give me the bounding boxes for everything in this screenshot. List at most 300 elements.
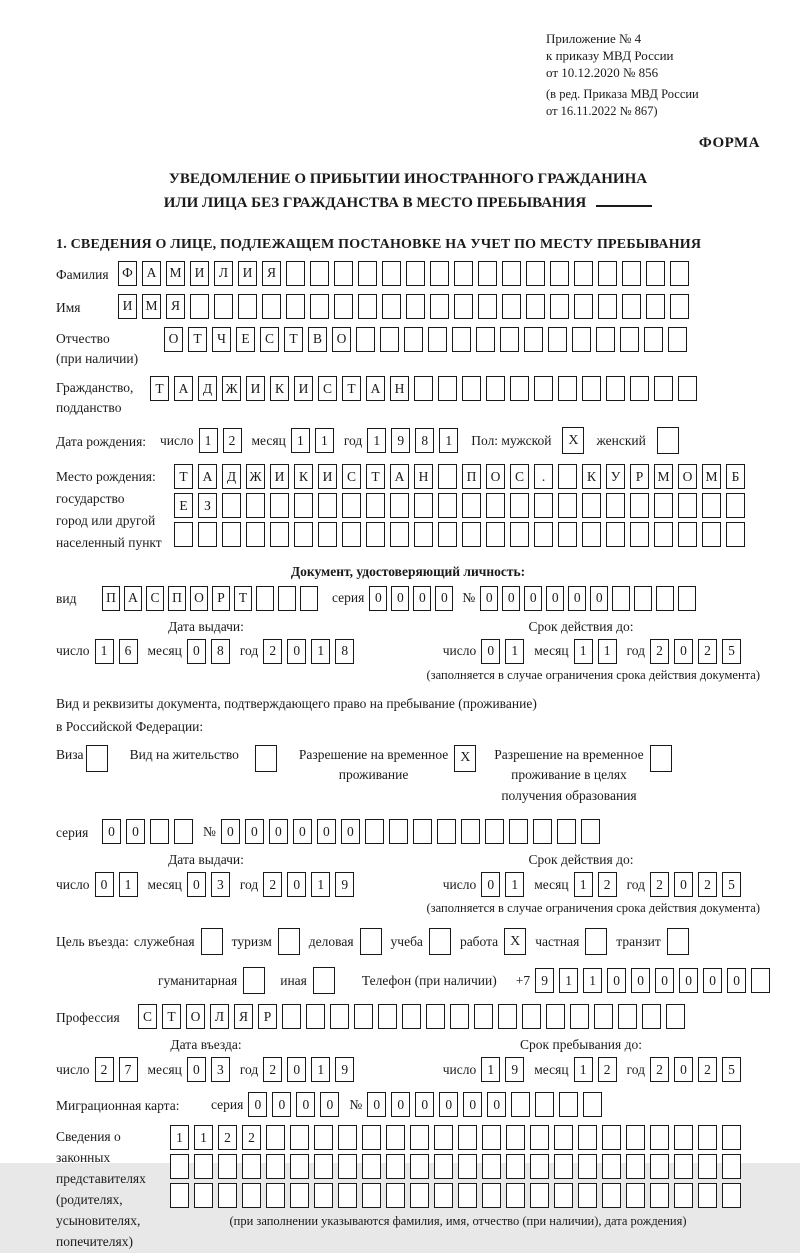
- char-box[interactable]: [509, 819, 528, 844]
- char-box[interactable]: Т: [234, 586, 252, 611]
- char-box[interactable]: [602, 1125, 621, 1150]
- char-box[interactable]: М: [166, 261, 185, 286]
- char-box[interactable]: М: [142, 294, 161, 319]
- char-box[interactable]: 0: [369, 586, 387, 611]
- char-box[interactable]: А: [198, 464, 217, 489]
- char-box[interactable]: А: [124, 586, 142, 611]
- char-box[interactable]: [558, 522, 577, 547]
- char-box[interactable]: [310, 261, 329, 286]
- char-box[interactable]: [630, 376, 649, 401]
- char-box[interactable]: [534, 522, 553, 547]
- char-box[interactable]: 0: [679, 968, 698, 993]
- char-box[interactable]: [594, 1004, 613, 1029]
- char-box[interactable]: [474, 1004, 493, 1029]
- char-box[interactable]: 0: [287, 872, 306, 897]
- char-box[interactable]: 0: [187, 639, 206, 664]
- char-box[interactable]: [242, 1183, 261, 1208]
- char-box[interactable]: 0: [590, 586, 608, 611]
- char-box[interactable]: П: [168, 586, 186, 611]
- char-box[interactable]: [511, 1092, 530, 1117]
- char-box[interactable]: Ж: [222, 376, 241, 401]
- char-box[interactable]: [406, 294, 425, 319]
- char-box[interactable]: Р: [630, 464, 649, 489]
- char-box[interactable]: [386, 1183, 405, 1208]
- char-box[interactable]: [506, 1154, 525, 1179]
- char-box[interactable]: [430, 261, 449, 286]
- char-box[interactable]: 1: [598, 639, 617, 664]
- char-box[interactable]: [318, 522, 337, 547]
- char-box[interactable]: [380, 327, 399, 352]
- purpose-business-checkbox[interactable]: [201, 928, 223, 955]
- char-box[interactable]: [557, 819, 576, 844]
- char-box[interactable]: [500, 327, 519, 352]
- char-box[interactable]: А: [174, 376, 193, 401]
- char-box[interactable]: 1: [574, 639, 593, 664]
- char-box[interactable]: [666, 1004, 685, 1029]
- char-box[interactable]: [338, 1125, 357, 1150]
- char-box[interactable]: [726, 493, 745, 518]
- char-box[interactable]: Н: [390, 376, 409, 401]
- char-box[interactable]: [437, 819, 456, 844]
- char-box[interactable]: 2: [598, 872, 617, 897]
- char-box[interactable]: Л: [214, 261, 233, 286]
- char-box[interactable]: Е: [236, 327, 255, 352]
- char-box[interactable]: Т: [366, 464, 385, 489]
- char-box[interactable]: [698, 1125, 717, 1150]
- char-box[interactable]: [278, 586, 296, 611]
- char-box[interactable]: [270, 522, 289, 547]
- char-box[interactable]: [502, 294, 521, 319]
- char-box[interactable]: Т: [284, 327, 303, 352]
- char-box[interactable]: С: [318, 376, 337, 401]
- char-box[interactable]: [581, 819, 600, 844]
- char-box[interactable]: [534, 376, 553, 401]
- char-box[interactable]: [530, 1183, 549, 1208]
- char-box[interactable]: [286, 261, 305, 286]
- visa-checkbox[interactable]: [86, 745, 108, 772]
- char-box[interactable]: 0: [293, 819, 312, 844]
- char-box[interactable]: [338, 1183, 357, 1208]
- char-box[interactable]: 0: [703, 968, 722, 993]
- char-box[interactable]: [670, 261, 689, 286]
- char-box[interactable]: [306, 1004, 325, 1029]
- char-box[interactable]: [246, 493, 265, 518]
- char-box[interactable]: 1: [505, 872, 524, 897]
- char-box[interactable]: [390, 522, 409, 547]
- char-box[interactable]: [598, 294, 617, 319]
- char-box[interactable]: [702, 522, 721, 547]
- char-box[interactable]: Я: [234, 1004, 253, 1029]
- char-box[interactable]: 0: [269, 819, 288, 844]
- char-box[interactable]: [438, 464, 457, 489]
- char-box[interactable]: [413, 819, 432, 844]
- char-box[interactable]: [698, 1183, 717, 1208]
- char-box[interactable]: В: [308, 327, 327, 352]
- purpose-commercial-checkbox[interactable]: [360, 928, 382, 955]
- char-box[interactable]: [461, 819, 480, 844]
- char-box[interactable]: [674, 1183, 693, 1208]
- char-box[interactable]: Ж: [246, 464, 265, 489]
- char-box[interactable]: [358, 294, 377, 319]
- char-box[interactable]: [578, 1154, 597, 1179]
- char-box[interactable]: [462, 376, 481, 401]
- char-box[interactable]: 0: [391, 586, 409, 611]
- char-box[interactable]: [430, 294, 449, 319]
- purpose-work-checkbox[interactable]: X: [504, 928, 526, 955]
- char-box[interactable]: 1: [119, 872, 138, 897]
- char-box[interactable]: 0: [221, 819, 240, 844]
- char-box[interactable]: [485, 819, 504, 844]
- char-box[interactable]: [242, 1154, 261, 1179]
- char-box[interactable]: 9: [335, 1057, 354, 1082]
- char-box[interactable]: [406, 261, 425, 286]
- char-box[interactable]: [458, 1154, 477, 1179]
- char-box[interactable]: [426, 1004, 445, 1029]
- char-box[interactable]: [294, 493, 313, 518]
- char-box[interactable]: [630, 493, 649, 518]
- char-box[interactable]: [654, 376, 673, 401]
- char-box[interactable]: [674, 1125, 693, 1150]
- char-box[interactable]: 0: [248, 1092, 267, 1117]
- char-box[interactable]: [678, 493, 697, 518]
- char-box[interactable]: П: [462, 464, 481, 489]
- char-box[interactable]: [654, 493, 673, 518]
- char-box[interactable]: Л: [210, 1004, 229, 1029]
- char-box[interactable]: 0: [607, 968, 626, 993]
- char-box[interactable]: [726, 522, 745, 547]
- char-box[interactable]: 6: [119, 639, 138, 664]
- char-box[interactable]: [194, 1154, 213, 1179]
- char-box[interactable]: К: [582, 464, 601, 489]
- char-box[interactable]: Н: [414, 464, 433, 489]
- char-box[interactable]: 0: [674, 872, 693, 897]
- char-box[interactable]: С: [138, 1004, 157, 1029]
- char-box[interactable]: [150, 819, 169, 844]
- char-box[interactable]: 0: [568, 586, 586, 611]
- char-box[interactable]: [650, 1125, 669, 1150]
- char-box[interactable]: [646, 261, 665, 286]
- char-box[interactable]: [559, 1092, 578, 1117]
- char-box[interactable]: [458, 1125, 477, 1150]
- char-box[interactable]: [238, 294, 257, 319]
- char-box[interactable]: 1: [311, 872, 330, 897]
- char-box[interactable]: [698, 1154, 717, 1179]
- char-box[interactable]: [354, 1004, 373, 1029]
- char-box[interactable]: [170, 1183, 189, 1208]
- char-box[interactable]: [506, 1125, 525, 1150]
- char-box[interactable]: [626, 1125, 645, 1150]
- char-box[interactable]: [634, 586, 652, 611]
- char-box[interactable]: [751, 968, 770, 993]
- char-box[interactable]: 2: [263, 639, 282, 664]
- char-box[interactable]: [646, 294, 665, 319]
- char-box[interactable]: [334, 261, 353, 286]
- char-box[interactable]: 1: [194, 1125, 213, 1150]
- char-box[interactable]: С: [260, 327, 279, 352]
- char-box[interactable]: [606, 493, 625, 518]
- char-box[interactable]: Б: [726, 464, 745, 489]
- char-box[interactable]: И: [270, 464, 289, 489]
- char-box[interactable]: [438, 522, 457, 547]
- purpose-humanitarian-checkbox[interactable]: [243, 967, 265, 994]
- char-box[interactable]: [620, 327, 639, 352]
- char-box[interactable]: [630, 522, 649, 547]
- char-box[interactable]: [670, 294, 689, 319]
- char-box[interactable]: [582, 493, 601, 518]
- char-box[interactable]: О: [190, 586, 208, 611]
- char-box[interactable]: [428, 327, 447, 352]
- char-box[interactable]: [450, 1004, 469, 1029]
- char-box[interactable]: 2: [698, 639, 717, 664]
- char-box[interactable]: [366, 493, 385, 518]
- purpose-tourism-checkbox[interactable]: [278, 928, 300, 955]
- char-box[interactable]: 5: [722, 639, 741, 664]
- char-box[interactable]: [644, 327, 663, 352]
- temp-residence-checkbox[interactable]: X: [454, 745, 476, 772]
- char-box[interactable]: 2: [263, 872, 282, 897]
- char-box[interactable]: [678, 586, 696, 611]
- char-box[interactable]: 9: [335, 872, 354, 897]
- char-box[interactable]: С: [510, 464, 529, 489]
- char-box[interactable]: [642, 1004, 661, 1029]
- char-box[interactable]: [362, 1125, 381, 1150]
- char-box[interactable]: 0: [481, 872, 500, 897]
- char-box[interactable]: 1: [291, 428, 310, 453]
- char-box[interactable]: [414, 522, 433, 547]
- char-box[interactable]: 0: [415, 1092, 434, 1117]
- char-box[interactable]: Д: [198, 376, 217, 401]
- char-box[interactable]: [190, 294, 209, 319]
- char-box[interactable]: 1: [311, 1057, 330, 1082]
- char-box[interactable]: [410, 1154, 429, 1179]
- char-box[interactable]: [294, 522, 313, 547]
- char-box[interactable]: [386, 1154, 405, 1179]
- char-box[interactable]: [290, 1125, 309, 1150]
- char-box[interactable]: .: [534, 464, 553, 489]
- char-box[interactable]: [522, 1004, 541, 1029]
- char-box[interactable]: [476, 327, 495, 352]
- char-box[interactable]: [266, 1183, 285, 1208]
- char-box[interactable]: [478, 294, 497, 319]
- char-box[interactable]: 1: [574, 872, 593, 897]
- char-box[interactable]: Ч: [212, 327, 231, 352]
- char-box[interactable]: [674, 1154, 693, 1179]
- char-box[interactable]: [300, 586, 318, 611]
- char-box[interactable]: 0: [126, 819, 145, 844]
- char-box[interactable]: М: [702, 464, 721, 489]
- char-box[interactable]: 1: [95, 639, 114, 664]
- char-box[interactable]: [414, 493, 433, 518]
- char-box[interactable]: [434, 1183, 453, 1208]
- char-box[interactable]: [478, 261, 497, 286]
- char-box[interactable]: [678, 376, 697, 401]
- char-box[interactable]: [572, 327, 591, 352]
- char-box[interactable]: 0: [272, 1092, 291, 1117]
- char-box[interactable]: 2: [263, 1057, 282, 1082]
- char-box[interactable]: 1: [574, 1057, 593, 1082]
- char-box[interactable]: [218, 1154, 237, 1179]
- char-box[interactable]: [170, 1154, 189, 1179]
- char-box[interactable]: О: [486, 464, 505, 489]
- char-box[interactable]: [626, 1183, 645, 1208]
- char-box[interactable]: [290, 1183, 309, 1208]
- temp-residence-education-checkbox[interactable]: [650, 745, 672, 772]
- char-box[interactable]: [558, 464, 577, 489]
- char-box[interactable]: 0: [95, 872, 114, 897]
- char-box[interactable]: [626, 1154, 645, 1179]
- char-box[interactable]: [462, 493, 481, 518]
- char-box[interactable]: [606, 522, 625, 547]
- char-box[interactable]: И: [318, 464, 337, 489]
- char-box[interactable]: [583, 1092, 602, 1117]
- char-box[interactable]: 1: [170, 1125, 189, 1150]
- char-box[interactable]: [656, 586, 674, 611]
- char-box[interactable]: К: [294, 464, 313, 489]
- char-box[interactable]: [389, 819, 408, 844]
- char-box[interactable]: [602, 1183, 621, 1208]
- sex-female-checkbox[interactable]: [657, 427, 679, 454]
- char-box[interactable]: [482, 1183, 501, 1208]
- char-box[interactable]: Я: [166, 294, 185, 319]
- char-box[interactable]: [618, 1004, 637, 1029]
- char-box[interactable]: [606, 376, 625, 401]
- char-box[interactable]: 2: [598, 1057, 617, 1082]
- char-box[interactable]: [486, 493, 505, 518]
- char-box[interactable]: [546, 1004, 565, 1029]
- char-box[interactable]: О: [164, 327, 183, 352]
- char-box[interactable]: [174, 522, 193, 547]
- char-box[interactable]: У: [606, 464, 625, 489]
- char-box[interactable]: Т: [150, 376, 169, 401]
- char-box[interactable]: [582, 376, 601, 401]
- char-box[interactable]: [338, 1154, 357, 1179]
- char-box[interactable]: [622, 261, 641, 286]
- char-box[interactable]: [266, 1154, 285, 1179]
- char-box[interactable]: [282, 1004, 301, 1029]
- char-box[interactable]: 0: [187, 872, 206, 897]
- char-box[interactable]: [533, 819, 552, 844]
- purpose-transit-checkbox[interactable]: [667, 928, 689, 955]
- char-box[interactable]: [535, 1092, 554, 1117]
- char-box[interactable]: [314, 1125, 333, 1150]
- char-box[interactable]: С: [342, 464, 361, 489]
- char-box[interactable]: [722, 1154, 741, 1179]
- char-box[interactable]: Т: [342, 376, 361, 401]
- char-box[interactable]: [452, 327, 471, 352]
- char-box[interactable]: 0: [481, 639, 500, 664]
- char-box[interactable]: 0: [631, 968, 650, 993]
- char-box[interactable]: [510, 522, 529, 547]
- char-box[interactable]: [502, 261, 521, 286]
- char-box[interactable]: 0: [391, 1092, 410, 1117]
- char-box[interactable]: Д: [222, 464, 241, 489]
- char-box[interactable]: И: [246, 376, 265, 401]
- char-box[interactable]: 2: [650, 639, 669, 664]
- char-box[interactable]: [510, 493, 529, 518]
- char-box[interactable]: [330, 1004, 349, 1029]
- char-box[interactable]: 7: [119, 1057, 138, 1082]
- char-box[interactable]: 0: [102, 819, 121, 844]
- char-box[interactable]: 0: [439, 1092, 458, 1117]
- char-box[interactable]: [678, 522, 697, 547]
- char-box[interactable]: [246, 522, 265, 547]
- char-box[interactable]: 1: [439, 428, 458, 453]
- char-box[interactable]: [482, 1125, 501, 1150]
- char-box[interactable]: [365, 819, 384, 844]
- char-box[interactable]: [434, 1125, 453, 1150]
- char-box[interactable]: 0: [367, 1092, 386, 1117]
- char-box[interactable]: 2: [650, 1057, 669, 1082]
- char-box[interactable]: [612, 586, 630, 611]
- char-box[interactable]: 1: [315, 428, 334, 453]
- char-box[interactable]: 1: [583, 968, 602, 993]
- char-box[interactable]: [554, 1154, 573, 1179]
- char-box[interactable]: [402, 1004, 421, 1029]
- char-box[interactable]: Т: [162, 1004, 181, 1029]
- char-box[interactable]: [382, 294, 401, 319]
- char-box[interactable]: [526, 294, 545, 319]
- char-box[interactable]: [574, 294, 593, 319]
- char-box[interactable]: [382, 261, 401, 286]
- char-box[interactable]: [558, 493, 577, 518]
- char-box[interactable]: 8: [211, 639, 230, 664]
- char-box[interactable]: Т: [174, 464, 193, 489]
- char-box[interactable]: И: [118, 294, 137, 319]
- char-box[interactable]: [438, 376, 457, 401]
- char-box[interactable]: [358, 261, 377, 286]
- char-box[interactable]: [286, 294, 305, 319]
- char-box[interactable]: [270, 493, 289, 518]
- char-box[interactable]: С: [146, 586, 164, 611]
- char-box[interactable]: 0: [546, 586, 564, 611]
- char-box[interactable]: А: [366, 376, 385, 401]
- char-box[interactable]: [598, 261, 617, 286]
- char-box[interactable]: 0: [317, 819, 336, 844]
- char-box[interactable]: 1: [311, 639, 330, 664]
- char-box[interactable]: 8: [335, 639, 354, 664]
- char-box[interactable]: З: [198, 493, 217, 518]
- char-box[interactable]: А: [142, 261, 161, 286]
- char-box[interactable]: 1: [367, 428, 386, 453]
- purpose-other-checkbox[interactable]: [313, 967, 335, 994]
- char-box[interactable]: [314, 1183, 333, 1208]
- char-box[interactable]: [198, 522, 217, 547]
- char-box[interactable]: Ф: [118, 261, 137, 286]
- char-box[interactable]: 9: [391, 428, 410, 453]
- char-box[interactable]: [458, 1183, 477, 1208]
- char-box[interactable]: [554, 1125, 573, 1150]
- char-box[interactable]: [438, 493, 457, 518]
- char-box[interactable]: [654, 522, 673, 547]
- char-box[interactable]: [174, 819, 193, 844]
- char-box[interactable]: К: [270, 376, 289, 401]
- char-box[interactable]: 9: [535, 968, 554, 993]
- char-box[interactable]: [342, 522, 361, 547]
- char-box[interactable]: [410, 1183, 429, 1208]
- char-box[interactable]: И: [190, 261, 209, 286]
- char-box[interactable]: 0: [487, 1092, 506, 1117]
- char-box[interactable]: 2: [698, 1057, 717, 1082]
- char-box[interactable]: [386, 1125, 405, 1150]
- char-box[interactable]: [262, 294, 281, 319]
- char-box[interactable]: М: [654, 464, 673, 489]
- char-box[interactable]: [578, 1183, 597, 1208]
- char-box[interactable]: 3: [211, 872, 230, 897]
- char-box[interactable]: Е: [174, 493, 193, 518]
- char-box[interactable]: П: [102, 586, 120, 611]
- char-box[interactable]: [486, 376, 505, 401]
- char-box[interactable]: [362, 1183, 381, 1208]
